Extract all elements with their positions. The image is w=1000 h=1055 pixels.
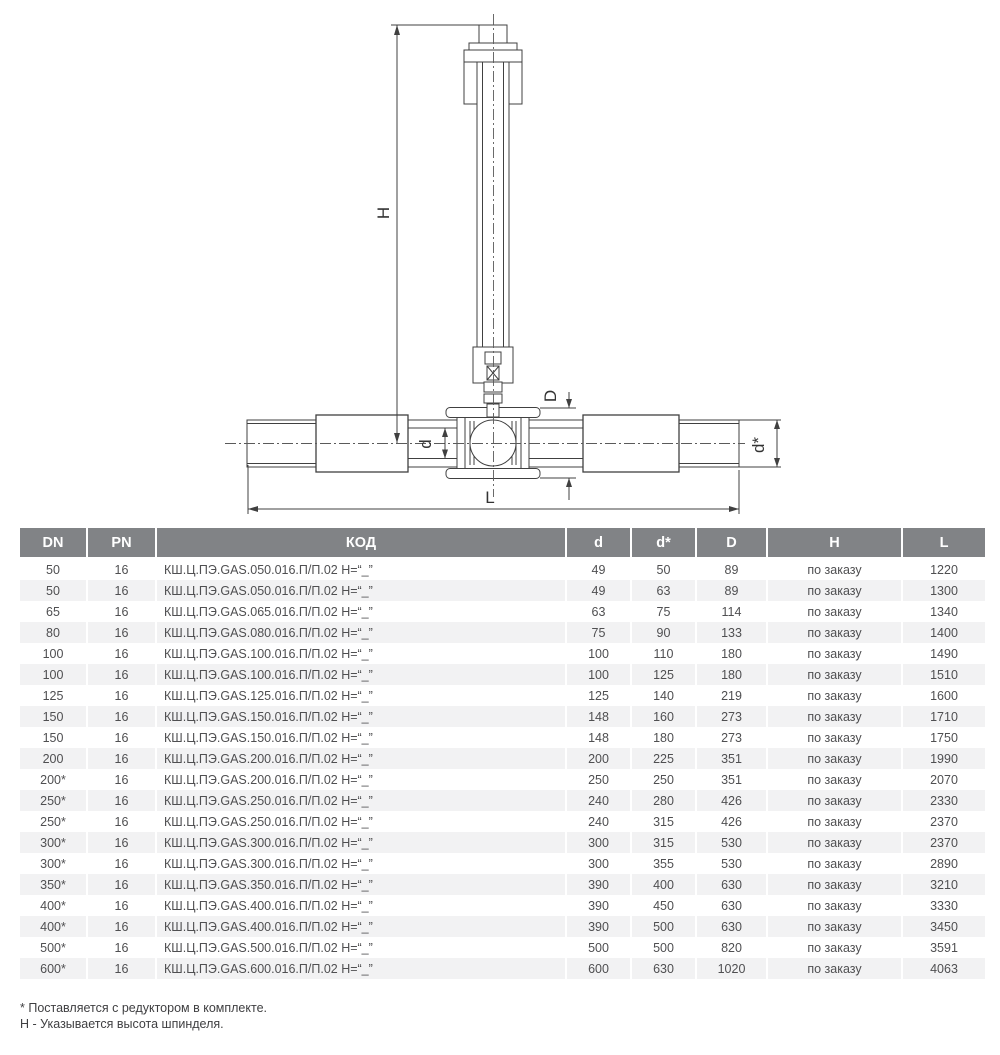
table-row: [20, 895, 985, 916]
cell: 180: [697, 643, 768, 664]
cell: по заказу: [768, 601, 903, 622]
cell: КШ.Ц.ПЭ.GAS.050.016.П/П.02 Н=“_”: [157, 559, 567, 580]
col-header-L: L: [903, 528, 985, 559]
cell: КШ.Ц.ПЭ.GAS.400.016.П/П.02 Н=“_”: [157, 895, 567, 916]
cell: 160: [632, 706, 697, 727]
cell: 500: [632, 937, 697, 958]
spec-table-area: [20, 528, 985, 979]
cell: 200: [20, 748, 88, 769]
table-row: [20, 916, 985, 937]
cell: КШ.Ц.ПЭ.GAS.300.016.П/П.02 Н=“_”: [157, 832, 567, 853]
table-row: [20, 559, 985, 580]
cell: 100: [567, 643, 632, 664]
cell: КШ.Ц.ПЭ.GAS.200.016.П/П.02 Н=“_”: [157, 769, 567, 790]
cell: 355: [632, 853, 697, 874]
cell: 16: [88, 853, 157, 874]
cell: 820: [697, 937, 768, 958]
cell: 1490: [930, 646, 958, 661]
footnote-spindle-height: Н - Указывается высота шпинделя.: [20, 1017, 224, 1031]
cell: 300*: [20, 853, 88, 874]
cell: 114: [697, 601, 768, 622]
cell: 600: [567, 958, 632, 979]
cell: по заказу: [768, 958, 903, 979]
stem-neck: [487, 404, 499, 417]
cell: 2370: [903, 832, 985, 853]
dimension-d-star: [739, 420, 781, 467]
cell: 49: [567, 559, 632, 580]
valve-body: [446, 408, 540, 479]
cell: 530: [697, 853, 768, 874]
spec-table-body: [20, 559, 985, 979]
cell: КШ.Ц.ПЭ.GAS.400.016.П/П.02 Н=“_”: [157, 916, 567, 937]
cell: 630: [697, 874, 768, 895]
cell: 16: [88, 958, 157, 979]
cell: 16: [88, 874, 157, 895]
cell: КШ.Ц.ПЭ.GAS.500.016.П/П.02 Н=“_”: [157, 937, 567, 958]
cell: 180: [632, 727, 697, 748]
cell: 16: [88, 769, 157, 790]
cell: 350*: [20, 874, 88, 895]
cell: 50: [20, 559, 88, 580]
cell: 16: [88, 937, 157, 958]
cell: 125: [632, 664, 697, 685]
cell: 450: [632, 895, 697, 916]
cell: 250*: [20, 811, 88, 832]
cell: 1710: [903, 706, 985, 727]
cell: 150: [20, 706, 88, 727]
dimension-d-star-label: d*: [749, 436, 768, 454]
cell: 16: [88, 601, 157, 622]
cell: по заказу: [768, 643, 903, 664]
cell: 63: [567, 601, 632, 622]
cell: 200*: [20, 769, 88, 790]
cell: 148: [567, 706, 632, 727]
cell: 180: [697, 664, 768, 685]
table-row: [20, 706, 985, 727]
col-header-d-star: d*: [632, 528, 697, 559]
table-row: [20, 790, 985, 811]
cell: 500: [567, 937, 632, 958]
dimension-H-label: H: [374, 206, 393, 220]
cell: 16: [88, 706, 157, 727]
cell: 16: [88, 685, 157, 706]
cell: 1020: [697, 958, 768, 979]
cell: 250: [567, 769, 632, 790]
cell: 89: [697, 559, 768, 580]
cell: 225: [632, 748, 697, 769]
cell: 200: [567, 748, 632, 769]
cell: КШ.Ц.ПЭ.GAS.250.016.П/П.02 Н=“_”: [157, 790, 567, 811]
stem-collar: [469, 43, 517, 50]
cell: 630: [632, 958, 697, 979]
cell: 273: [697, 727, 768, 748]
cell: 140: [632, 685, 697, 706]
cell: 3450: [903, 916, 985, 937]
cell: 250*: [20, 790, 88, 811]
table-row: [20, 958, 985, 979]
col-header-dn: DN: [20, 528, 88, 559]
cell: 100: [567, 664, 632, 685]
cell: по заказу: [768, 685, 903, 706]
cell: 16: [88, 580, 157, 601]
cell: по заказу: [768, 727, 903, 748]
cell: 16: [88, 748, 157, 769]
cell: 16: [88, 559, 157, 580]
cell: 4063: [903, 958, 985, 979]
ball-valve-drawing-svg: [0, 0, 1000, 525]
cell: по заказу: [768, 811, 903, 832]
table-row: [20, 664, 985, 685]
cell: 600*: [20, 958, 88, 979]
cell: КШ.Ц.ПЭ.GAS.250.016.П/П.02 Н=“_”: [157, 811, 567, 832]
cell: 16: [88, 895, 157, 916]
cell: 16: [88, 811, 157, 832]
cell: 89: [697, 580, 768, 601]
cell: 50: [20, 580, 88, 601]
cell: КШ.Ц.ПЭ.GAS.100.016.П/П.02 Н=“_”: [157, 643, 567, 664]
cell: по заказу: [768, 874, 903, 895]
cell: 65: [20, 601, 88, 622]
valve-technical-drawing: [0, 0, 1000, 525]
cell: 125: [20, 685, 88, 706]
spindle-extension: [464, 25, 522, 417]
cell: 100: [20, 643, 88, 664]
cell: 150: [20, 727, 88, 748]
cell: 1400: [903, 622, 985, 643]
table-row: [20, 769, 985, 790]
cell: 16: [88, 727, 157, 748]
table-row: [20, 853, 985, 874]
cell: 300: [567, 853, 632, 874]
cell: 400: [632, 874, 697, 895]
cell: по заказу: [768, 790, 903, 811]
cell: 2070: [930, 772, 958, 787]
cell: 426: [697, 811, 768, 832]
footnotes: [20, 1000, 920, 1032]
cell: 16: [88, 832, 157, 853]
cell: 300*: [20, 832, 88, 853]
col-header-H: H: [768, 528, 903, 559]
cell: 351: [697, 748, 768, 769]
cell: 3210: [903, 874, 985, 895]
cell: по заказу: [768, 937, 903, 958]
cell: КШ.Ц.ПЭ.GAS.300.016.П/П.02 Н=“_”: [157, 853, 567, 874]
cell: 110: [632, 643, 697, 664]
cell: 16: [88, 664, 157, 685]
cell: 273: [697, 706, 768, 727]
cell: 2330: [903, 790, 985, 811]
cell: 1340: [930, 604, 958, 619]
cell: 390: [567, 895, 632, 916]
dimension-L-label: L: [485, 488, 495, 507]
cell: 2370: [930, 814, 958, 829]
dimension-D-label: D: [541, 389, 560, 403]
cell: 2890: [930, 856, 958, 871]
cell: КШ.Ц.ПЭ.GAS.050.016.П/П.02 Н=“_”: [157, 580, 567, 601]
cell: 125: [567, 685, 632, 706]
cell: 500: [632, 916, 697, 937]
cell: 80: [20, 622, 88, 643]
cell: 1220: [930, 562, 958, 577]
body-bottom-plate: [446, 469, 540, 479]
cell: по заказу: [768, 853, 903, 874]
cell: 90: [632, 622, 697, 643]
table-row: [20, 748, 985, 769]
cell: 240: [567, 790, 632, 811]
cell: 16: [88, 916, 157, 937]
cell: 280: [632, 790, 697, 811]
cell: 16: [88, 643, 157, 664]
cell: 630: [697, 895, 768, 916]
dimension-H: [374, 25, 479, 443]
cell: 133: [697, 622, 768, 643]
cell: 3330: [930, 898, 958, 913]
cell: 240: [567, 811, 632, 832]
table-row: [20, 832, 985, 853]
cell: 351: [697, 769, 768, 790]
cell: КШ.Ц.ПЭ.GAS.200.016.П/П.02 Н=“_”: [157, 748, 567, 769]
cell: 1300: [903, 580, 985, 601]
stem-square-head: [479, 25, 507, 43]
dimension-d-label: d: [416, 439, 435, 449]
cell: 100: [20, 664, 88, 685]
cell: 630: [697, 916, 768, 937]
cell: 426: [697, 790, 768, 811]
cell: 1510: [903, 664, 985, 685]
cell: 500*: [20, 937, 88, 958]
cell: 219: [697, 685, 768, 706]
cell: по заказу: [768, 832, 903, 853]
table-row: [20, 874, 985, 895]
cell: 50: [632, 559, 697, 580]
cell: 400*: [20, 916, 88, 937]
cell: 390: [567, 916, 632, 937]
cell: КШ.Ц.ПЭ.GAS.065.016.П/П.02 Н=“_”: [157, 601, 567, 622]
table-row: [20, 727, 985, 748]
cell: по заказу: [768, 622, 903, 643]
table-row: [20, 685, 985, 706]
cell: КШ.Ц.ПЭ.GAS.350.016.П/П.02 Н=“_”: [157, 874, 567, 895]
cell: 300: [567, 832, 632, 853]
cell: по заказу: [768, 748, 903, 769]
footnote-reducer: * Поставляется с редуктором в комплекте.: [20, 1001, 268, 1015]
table-row: [20, 811, 985, 832]
cell: 400*: [20, 895, 88, 916]
ball: [470, 420, 516, 466]
cell: по заказу: [768, 706, 903, 727]
cell: 315: [632, 811, 697, 832]
cell: по заказу: [768, 895, 903, 916]
cell: 148: [567, 727, 632, 748]
cell: по заказу: [768, 664, 903, 685]
cell: 49: [567, 580, 632, 601]
cell: 250: [632, 769, 697, 790]
cell: 315: [632, 832, 697, 853]
spec-table: [20, 528, 985, 979]
cell: 3591: [930, 940, 958, 955]
table-row: [20, 937, 985, 958]
cell: КШ.Ц.ПЭ.GAS.080.016.П/П.02 Н=“_”: [157, 622, 567, 643]
table-row: [20, 643, 985, 664]
cell: 1990: [903, 748, 985, 769]
cell: 390: [567, 874, 632, 895]
col-header-code: КОД: [157, 528, 567, 559]
cell: 63: [632, 580, 697, 601]
cell: по заказу: [768, 580, 903, 601]
cell: 16: [88, 622, 157, 643]
cap-top: [464, 50, 522, 62]
spec-table-header: [20, 528, 985, 559]
cell: КШ.Ц.ПЭ.GAS.600.016.П/П.02 Н=“_”: [157, 958, 567, 979]
cell: по заказу: [768, 559, 903, 580]
cell: по заказу: [768, 769, 903, 790]
cell: КШ.Ц.ПЭ.GAS.125.016.П/П.02 Н=“_”: [157, 685, 567, 706]
cell: КШ.Ц.ПЭ.GAS.100.016.П/П.02 Н=“_”: [157, 664, 567, 685]
cell: КШ.Ц.ПЭ.GAS.150.016.П/П.02 Н=“_”: [157, 727, 567, 748]
cell: 530: [697, 832, 768, 853]
cell: 1600: [930, 688, 958, 703]
cell: 75: [632, 601, 697, 622]
col-header-D: D: [697, 528, 768, 559]
table-row: [20, 622, 985, 643]
table-row: [20, 580, 985, 601]
cell: 75: [567, 622, 632, 643]
cell: КШ.Ц.ПЭ.GAS.150.016.П/П.02 Н=“_”: [157, 706, 567, 727]
cell: 1750: [930, 730, 958, 745]
cell: 16: [88, 790, 157, 811]
cell: по заказу: [768, 916, 903, 937]
col-header-d: d: [567, 528, 632, 559]
col-header-pn: PN: [88, 528, 157, 559]
table-row: [20, 601, 985, 622]
